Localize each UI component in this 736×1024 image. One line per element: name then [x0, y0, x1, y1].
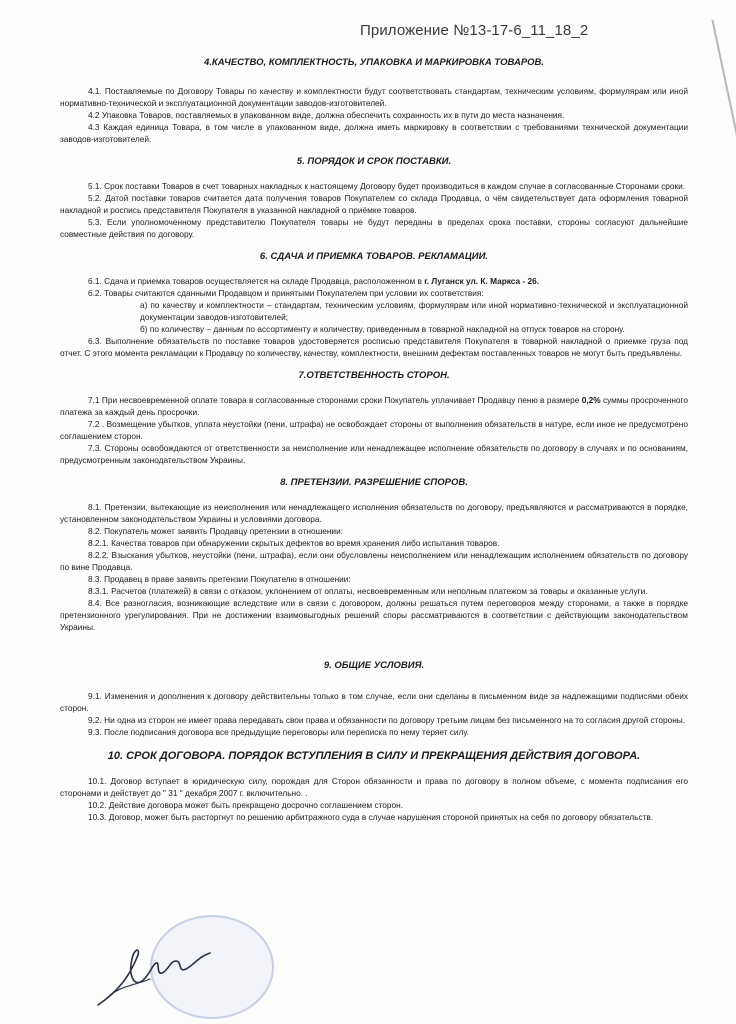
paragraph-6-2-b: б) по количеству – данным по ассортименту и количеству, приведенным в товарной накладной на отпуск товаров на сторону.	[140, 324, 625, 334]
paragraph-4-1: 4.1. Поставляемые по Договору Товары по качеству и комплектности будут соответствовать стандартам, техническим условиям, формулярам или иной нормативно-технической и эксплуатационной документации заводов-изготовителей.	[60, 86, 688, 108]
paragraph-7-1-a: 7.1 При несвоевременной оплате товара в согласованные сторонами сроки Покупатель уплачивает Продавцу пеню в размере	[88, 395, 582, 405]
paragraph-8-3: 8.3. Продавец в праве заявить претензии Покупателю в отношении:	[88, 574, 351, 584]
paragraph-6-2-a: а) по качеству и комплектности – стандартам, техническим условиям, формулярам или иной нормативно-технической и эксплуатационной документации заводов-изготовителей;	[140, 300, 688, 322]
penalty-rate: 0,2%	[581, 395, 601, 405]
paragraph-4-2: 4.2 Упаковка Товаров, поставляемых в упакованном виде, должна обеспечить сохранность их в пути до места назначения.	[88, 110, 565, 120]
paragraph-7-2: 7.2 . Возмещение убытков, уплата неустойки (пени, штрафа) не освобождает стороны от выполнения обязательств в натуре, если иное не предусмотрено соглашением сторон.	[60, 419, 688, 441]
paragraph-7-1	[60, 394, 688, 418]
paragraph-8-2: 8.2. Покупатель может заявить Продавцу претензии в отношении:	[88, 526, 344, 536]
paragraph-5-3: 5.3. Если уполномоченному представителю Покупателя товары не будут переданы в пределах срока поставки, стороны согласуют дальнейшие совместные действия по договору.	[60, 217, 688, 239]
scan-edge-line	[711, 20, 736, 177]
paragraph-8-4: 8.4. Все разногласия, возникающие вследствие или в связи с договором, должны решаться путем переговоров между сторонами, а также в порядке претензионного урегулирования. При не достижении взаимовыгодных решений споры рассматриваются в соответствии с действующим законодательством Украины.	[60, 598, 688, 632]
paragraph-8-2-2: 8.2.2. Взыскания убытков, неустойки (пени, штрафа), если они обусловлены неисполнением или ненадлежащим исполнением обязательств по договору по вине Продавца.	[60, 550, 688, 572]
paragraph-6-1	[60, 275, 688, 287]
paragraph-10-2: 10.2. Действие договора может быть прекращено досрочно соглашением сторон.	[88, 800, 404, 810]
warehouse-address: г. Луганск ул. К. Маркса - 26.	[424, 276, 540, 286]
paragraph-7-1-b: суммы просроченного платежа за каждый день просрочки.	[60, 395, 688, 417]
paragraph-7-3: 7.3. Стороны освобождаются от ответственности за неисполнение или ненадлежащее исполнение обязательств по договору в случаях и по основаниям, предусмотренным законодательством Украины.	[60, 443, 688, 465]
paragraph-6-2: 6.2. Товары считаются сданными Продавцом и принятыми Покупателем при условии их соответствия:	[88, 288, 484, 298]
section-7-heading: 7.ОТВЕТСТВЕННОСТЬ СТОРОН.	[298, 370, 450, 381]
paragraph-10-1: 10.1. Договор вступает в юридическую силу, порождая для Сторон обязанности и права по договору в полном объеме, с момента подписания его сторонами и действует до " 31 " декабря 2007 г. включительно. .	[60, 776, 688, 798]
paragraph-8-1: 8.1. Претензии, вытекающие из неисполнения или ненадлежащего исполнения обязательств по договору, предъявляются и рассматриваются в порядке, установленном законодательством Украины и условиями договора.	[60, 502, 688, 524]
paragraph-9-2: 9.2. Ни одна из сторон не имеет права передавать свои права и обязанности по договору третьим лицам без письменного на то согласия другой стороны.	[88, 715, 686, 725]
paragraph-10-3: 10.3. Договор, может быть расторгнут по решению арбитражного суда в случае нарушения стороной принятых на себя по договору обязательств.	[88, 812, 654, 822]
paragraph-8-2-1: 8.2.1. Качества товаров при обнаружении скрытых дефектов во время хранения либо испытания товаров.	[88, 538, 500, 548]
paragraph-9-3: 9.3. После подписания договора все предыдущие переговоры или переписка по нему теряет силу.	[88, 727, 470, 737]
section-6-heading: 6. СДАЧА И ПРИЕМКА ТОВАРОВ. РЕКЛАМАЦИИ.	[259, 251, 489, 262]
paragraph-5-2: 5.2. Датой поставки товаров считается дата получения товаров Покупателем со склада Продавца, о чём свидетельствует дата оформления товарной накладной и роспись представителя Покупателя в указанной накладной о приёмке товаров.	[60, 193, 688, 215]
section-8-heading: 8. ПРЕТЕНЗИИ. РАЗРЕШЕНИЕ СПОРОВ.	[280, 477, 468, 488]
document-body	[60, 56, 688, 823]
paragraph-9-1: 9.1. Изменения и дополнения к договору действительны только в том случае, если они сделаны в письменном виде за надлежащими подписями обеих сторон.	[60, 691, 688, 713]
paragraph-8-3-1: 8.3.1. Расчетов (платежей) в связи с отказом, уклонением от оплаты, несвоевременным или неполным платежом за товары и оказанные услуги.	[88, 586, 648, 596]
section-5-heading: 5. ПОРЯДОК И СРОК ПОСТАВКИ.	[296, 156, 452, 167]
paragraph-6-1-text: 6.1. Сдача и приемка товаров осуществляется на складе Продавца, расположенном в	[88, 276, 425, 286]
signature-scribble	[90, 935, 220, 1010]
paragraph-4-3: 4.3 Каждая единица Товара, в том числе в упакованном виде, должна иметь маркировку в соответствии с требованиями технической документации заводов-изготовителей.	[60, 122, 688, 144]
section-9-heading: 9. ОБЩИЕ УСЛОВИЯ.	[323, 660, 425, 671]
appendix-label: Приложение №13-17-6_11_18_2	[360, 22, 589, 39]
section-10-heading: 10. СРОК ДОГОВОРА. ПОРЯДОК ВСТУПЛЕНИЯ В СИЛУ И ПРЕКРАЩЕНИЯ ДЕЙСТВИЯ ДОГОВОРА.	[107, 750, 641, 762]
paragraph-6-3: 6.3. Выполнение обязательств по поставке товаров удостоверяется росписью представителя Покупателя в товарной накладной о приемке груза под отчет. С этого момента рекламации к Продавцу по количеству, качеству, комплектности, внешним дефектам поставленных товаров не могут быть предъявлены.	[60, 336, 688, 358]
section-4-heading: 4.КАЧЕСТВО, КОМПЛЕКТНОСТЬ, УПАКОВКА И МАРКИРОВКА ТОВАРОВ.	[203, 57, 545, 68]
paragraph-5-1: 5.1. Срок поставки Товаров в счет товарных накладных к настоящему Договору будет производиться в каждом случае в согласованные Сторонами сроки.	[88, 181, 686, 191]
